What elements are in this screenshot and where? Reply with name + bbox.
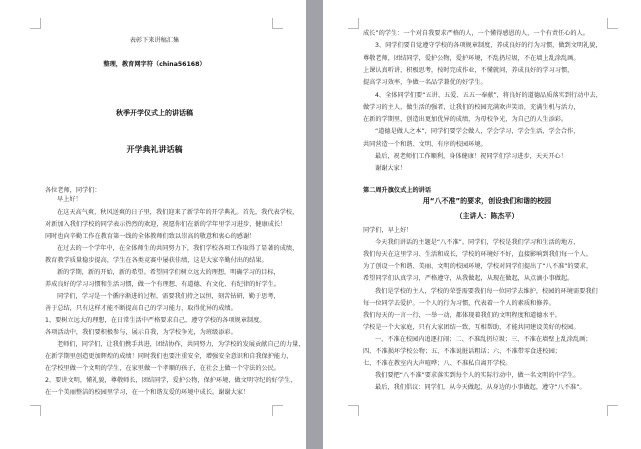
- doc-subtitle: 开学典礼讲话稿: [126, 145, 183, 154]
- paragraph-line: 最后，祝老师们工作顺利，身体健康！祝同学们学习进步，天天开心！: [375, 153, 567, 160]
- paragraph-line: 我们每天在这里学习、生活和成长，学校的环境好不好，直接影响到我们每一个人。: [363, 251, 592, 259]
- paragraph-line: 老师们，同学们，让我们携手共进，团结协作，共同努力，为学校的发展贡献自己的力量，: [57, 341, 305, 348]
- paragraph-line: 同学们，学习是一个循序渐进的过程，需要我们持之以恒，刻苦钻研，勤于思考，: [57, 293, 280, 300]
- crop-mark: [30, 405, 41, 416]
- paragraph-line: 在这天高气爽，秋风送爽的日子里，我们迎来了新学年的开学典礼。首先，我代表学校，: [57, 209, 299, 216]
- crop-mark: [272, 18, 283, 29]
- paragraph-line: 为了创设一个和谐、美丽、文明的校园环境，学校对同学们提出了“八不准”的要求，: [363, 263, 593, 271]
- paragraph-line: 教育教学质量稳步提高，学生在各类竞赛中屡获佳绩，这是大家辛勤付出的结果。: [45, 257, 268, 264]
- doc-title: 秋季开学仪式上的讲话稿: [116, 109, 193, 117]
- paragraph-line: 七、不准在教室内大声喧哗；八、不准私自离开学校。: [363, 360, 512, 368]
- section-title: 用“八不准”的要求，创设我们和谐的校园: [422, 197, 552, 205]
- page-gutter: [306, 0, 323, 449]
- paragraph-line: 在学校里做一个文明的学生，在家里做一个孝顺的孩子，在社会上做一个守法的公民。: [45, 365, 281, 372]
- paragraph-line: “道德是做人之本”，同学们要学会做人，学会学习，学会生活，学会合作，: [375, 128, 580, 136]
- section-label: 第二周升旗仪式上的讲话: [363, 187, 432, 194]
- paragraph-line: 希望同学们认真学习，严格遵守，从我做起，从现在做起，从点滴小事做起。: [363, 275, 574, 283]
- paragraph-line: 谢谢大家！: [375, 165, 406, 173]
- greeting: 各位老师，同学们：: [45, 187, 101, 194]
- crop-mark: [30, 18, 41, 29]
- paragraph-line: 上课认真听讲，积极思考，按时完成作业，不懂就问，养成良好的学习习惯，: [363, 66, 574, 74]
- paragraph-line: 学校是一个大家庭，只有大家团结一致，互相帮助，才能共同建设美好的校园。: [363, 323, 580, 331]
- paragraph-line: 我们每天的一言一行，一举一动，都体现着我们的文明程度和道德水平。: [363, 311, 561, 319]
- paragraph-line: 1、要树立远大的理想，在日常生活中严格要求自己，遵守学校的各项规章制度。: [45, 317, 266, 324]
- paragraph-line: 3、同学们要自觉遵守学校的各项规章制度，养成良好的行为习惯，做到文明礼貌，: [375, 42, 602, 50]
- paragraph-line: 最后，我们倡议：同学们，从今天做起，从身边的小事做起，遵守“八不准”。: [375, 384, 586, 392]
- paragraph-line: 同时也向辛勤工作在教育第一线的全体教师们致以崇高的敬意和衷心的感谢！: [45, 233, 256, 240]
- paragraph-line: 同学们，早上好！: [363, 227, 413, 234]
- paragraph-line: 我们要把“八不准”要求落实到每个人的实际行动中，做一名文明的中学生。: [375, 372, 580, 380]
- paragraph-line: 在新学期里创造更加辉煌的成绩！同时我们也要注重安全，增强安全意识和自我保护能力，: [45, 353, 293, 360]
- paragraph-line: 在过去的一个学年中，在全体师生的共同努力下，我们学校各项工作取得了显著的成绩，: [57, 245, 299, 252]
- paragraph-line: 每一位同学去爱护。一个人的行为习惯，代表着一个人的素质和修养。: [363, 299, 555, 307]
- paragraph-line: 做学习的主人，做生活的强者，让我们的校园充满欢声笑语，充满生机与活力，: [363, 103, 580, 111]
- paragraph-line: 四、不准损坏学校公物；五、不准说脏话粗话；六、不准带零食进校园；: [363, 348, 561, 355]
- doc-header-title: 表彰下来讲稿汇集: [129, 37, 180, 44]
- speaker-line: （主讲人：陈杰平）: [455, 212, 519, 220]
- paragraph-line: 对新加入我们学校的同学表示热烈的欢迎，祝愿你们在新的学年里学习进步，健康成长！: [45, 221, 287, 228]
- document-page-right: [323, 0, 641, 449]
- paragraph-line: 在一个美丽整洁的校园里学习，在一个和谐友爱的环境中成长。谢谢大家！: [45, 389, 250, 396]
- paragraph-line: 一、不准在校园内追逐打闹；二、不准乱扔垃圾；三、不准在墙壁上乱涂乱画；: [375, 335, 592, 343]
- paragraph-line: 各项活动中，我们要积极参与，展示自我，为学校争光，为班级添彩。: [45, 329, 237, 336]
- paragraph-line: 成长”的学生：一个对自我要求严格的人，一个懂得感恩的人，一个有责任心的人。: [363, 30, 589, 37]
- crop-mark: [348, 405, 359, 416]
- doc-subheader: 整理，教育网字符（china56168）: [103, 61, 206, 68]
- crop-mark: [348, 18, 359, 29]
- paragraph-line: 提高学习效率，争做一名品学兼优的好学生。: [363, 79, 487, 87]
- crop-mark: [272, 405, 283, 416]
- paragraph-line: 尊敬老师，团结同学，爱护公物，爱护环境，不乱扔垃圾，不在墙上乱涂乱画。: [363, 54, 580, 62]
- paragraph-line: 善于总结，只有这样才能不断提高自己的学习能力，取得优异的成绩。: [45, 305, 237, 312]
- paragraph-line: 在新的学期里，创造出更加优异的成绩，为母校争光，为自己的人生添彩。: [363, 116, 568, 124]
- paragraph-line: 我们是学校的主人，学校的荣誉需要我们每一位同学去维护，校园的环境需要我们: [375, 287, 598, 295]
- paragraph-line: 新的学期，新的开始，新的希望。希望同学们树立远大的理想，明确学习的目标，: [57, 269, 280, 276]
- paragraph-line: 今天我们讲话的主题是“八不准”。同学们，学校是我们学习和生活的地方，: [375, 239, 580, 247]
- paragraph-line: 2、要讲文明，懂礼貌，尊敬师长，团结同学，爱护公物，保护环境，做文明守纪的好学生，: [45, 377, 297, 384]
- paragraph-line: 4、全体同学们要“五讲、五爱、五五一奉献”，将良好的道德品质落实到行动中去，: [375, 91, 602, 99]
- document-page-left: [0, 0, 306, 449]
- paragraph-line: 养成良好的学习习惯和生活习惯，做一个有理想、有道德、有文化、有纪律的好学生。: [45, 281, 281, 288]
- greeting-line: 早上好！: [57, 196, 82, 203]
- paragraph-line: 共同营造一个和谐、文明、有序的校园环境。: [363, 140, 487, 148]
